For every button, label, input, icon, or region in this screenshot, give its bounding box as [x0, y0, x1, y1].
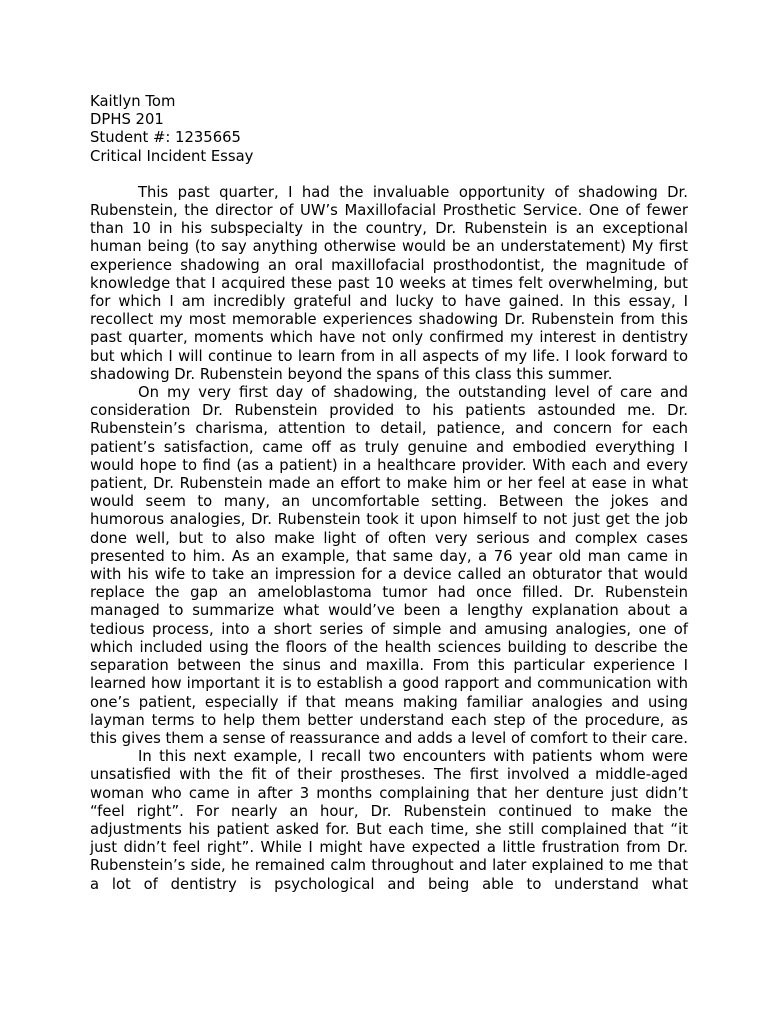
essay-body	[90, 184, 688, 894]
paragraph-3: In this next example, I recall two encounters with patients whom were unsatisfied with the fit of their prostheses. The first involved a middle-aged woman who came in after 3 months complaining that her denture just didn’t “feel right”. For nearly an hour, Dr. Rubenstein continued to make the adjustments his patient asked for. But each time, she still complained that “it just didn’t feel right”. While I might have expected a little frustration from Dr. Rubenstein’s side, he remained calm throughout and later explained to me that a lot of dentistry is psychological and being able to understand what	[90, 748, 688, 893]
paragraph-1: This past quarter, I had the invaluable opportunity of shadowing Dr. Rubenstein, the director of UW’s Maxillofacial Prosthetic Service. One of fewer than 10 in his subspecialty in the country, Dr. Rubenstein is an exceptional human being (to say anything otherwise would be an understatement) My first experience shadowing an oral maxillofacial prosthodontist, the magnitude of knowledge that I acquired these past 10 weeks at times felt overwhelming, but for which I am incredibly grateful and lucky to have gained. In this essay, I recollect my most memorable experiences shadowing Dr. Rubenstein from this past quarter, moments which have not only confirmed my interest in dentistry but which I will continue to learn from in all aspects of my life. I look forward to shadowing Dr. Rubenstein beyond the spans of this class this summer.	[90, 183, 688, 383]
paragraph-2: On my very first day of shadowing, the outstanding level of care and consideration Dr. Rubenstein provided to his patients astounded me. Dr. Rubenstein’s charisma, attention to detail, patience, and concern for each patient’s satisfaction, came off as truly genuine and embodied everything I would hope to find (as a patient) in a healthcare provider. With each and every patient, Dr. Rubenstein made an effort to make him or her feel at ease in what would seem to many, an uncomfortable setting. Between the jokes and humorous analogies, Dr. Rubenstein took it upon himself to not just get the job done well, but to also make light of often very serious and complex cases presented to him. As an example, that same day, a 76 year old man came in with his wife to take an impression for a device called an obturator that would replace the gap an ameloblastoma tumor had once filled. Dr. Rubenstein managed to summarize what would’ve been a lengthy explanation about a tedious process, into a short series of simple and amusing analogies, one of which included using the floors of the health sciences building to describe the separation between the sinus and maxilla. From this particular experience I learned how important it is to establish a good rapport and communication with one’s patient, especially if that means making familiar analogies and using layman terms to help them better understand each step of the procedure, as this gives them a sense of reassurance and adds a level of comfort to their care.	[90, 384, 688, 747]
author-name: Kaitlyn Tom	[90, 93, 176, 110]
course-code: DPHS 201	[90, 111, 164, 129]
document-header	[90, 93, 688, 166]
essay-title: Critical Incident Essay	[90, 147, 254, 165]
student-number: Student #: 1235665	[90, 129, 241, 147]
